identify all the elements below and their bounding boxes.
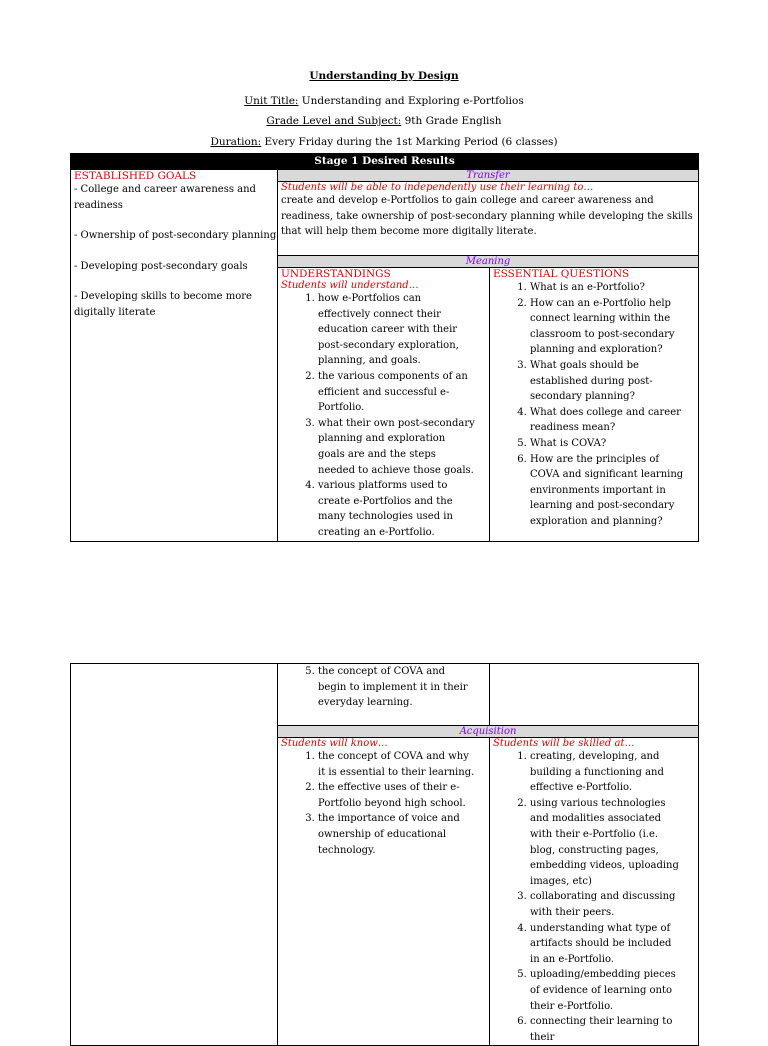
list-item: 2. the effective uses of their e-Portfolio beyond high school. <box>318 780 489 811</box>
list-item: 4. various platforms used to create e-Portfolios and the many technologies used in creating an e-Portfolio. <box>318 478 489 540</box>
acquisition-band: Acquisition <box>278 726 699 738</box>
list-item: 1. creating, developing, and building a functioning and effective e-Portfolio. <box>530 749 698 796</box>
transfer-band: Transfer <box>278 170 699 182</box>
unit-title-value: Understanding and Exploring e-Portfolios <box>298 95 524 107</box>
list-item: 6. connecting their learning to their <box>530 1014 698 1045</box>
essential-questions-list <box>490 280 698 530</box>
unit-title-line <box>0 94 768 108</box>
grade-level-value: 9th Grade English <box>401 115 502 127</box>
list-item: 3. collaborating and discussing with their peers. <box>530 889 698 920</box>
transfer-prompt: Students will be able to independently use their learning to… <box>281 182 594 193</box>
goal-item: - College and career awareness and readiness <box>74 184 256 211</box>
know-prompt: Students will know… <box>281 738 388 749</box>
list-item: 1. What is an e-Portfolio? <box>530 280 698 296</box>
goals-continued-cell <box>71 664 278 1046</box>
essential-questions-continued-cell <box>490 664 699 726</box>
understandings-continued-cell <box>278 664 490 726</box>
list-item: 4. What does college and career readiness mean? <box>530 405 698 436</box>
essential-questions-heading: ESSENTIAL QUESTIONS <box>493 268 630 280</box>
list-item: 2. the various components of an efficient and successful e-Portfolio. <box>318 369 489 416</box>
unit-title-label: Unit Title: <box>244 95 299 107</box>
list-item: 2. using various technologies and modalities associated with their e-Portfolio (i.e. blog, constructing pages, embedding videos, uploading images, etc) <box>530 796 698 890</box>
grade-level-label: Grade Level and Subject: <box>266 115 402 127</box>
students-skilled-at-cell <box>490 738 699 1046</box>
goal-item: - Developing post-secondary goals <box>74 260 248 272</box>
document-title-text: Understanding by Design <box>309 70 459 82</box>
list-item: 4. understanding what type of artifacts should be included in an e-Portfolio. <box>530 921 698 968</box>
transfer-cell <box>278 182 699 256</box>
document-title <box>0 69 768 83</box>
skilled-list <box>490 749 698 1045</box>
list-item: 1. the concept of COVA and why it is essential to their learning. <box>318 749 489 780</box>
stage1-heading: Stage 1 Desired Results <box>71 154 699 170</box>
established-goals-cell <box>71 170 278 542</box>
meaning-band: Meaning <box>278 256 699 268</box>
transfer-text: create and develop e-Portfolios to gain college and career awareness and readiness, take ownership of post-secondary planning while developing the skills that will help them become more digitally literate. <box>281 195 693 237</box>
list-item: 3. What goals should be established during post-secondary planning? <box>530 358 698 405</box>
understandings-heading: UNDERSTANDINGS <box>281 268 391 280</box>
goal-item: - Developing skills to become more digitally literate <box>74 291 252 318</box>
understandings-cell <box>278 268 490 542</box>
duration-value: Every Friday during the 1st Marking Period (6 classes) <box>261 136 558 148</box>
list-item: 2. How can an e-Portfolio help connect learning within the classroom to post-secondary planning and exploration? <box>530 296 698 358</box>
list-item: 6. How are the principles of COVA and significant learning environments important in learning and post-secondary exploration and planning? <box>530 452 698 530</box>
list-item: 5. the concept of COVA and begin to implement it in their everyday learning. <box>318 664 489 711</box>
list-item: 1. how e-Portfolios can effectively connect their education career with their post-secondary exploration, planning, and goals. <box>318 291 489 369</box>
understandings-prompt: Students will understand… <box>281 280 419 291</box>
list-item: 5. What is COVA? <box>530 436 698 452</box>
stage1-table <box>70 153 699 542</box>
established-goals-heading: ESTABLISHED GOALS <box>74 170 197 182</box>
duration-line <box>0 135 768 149</box>
grade-level-line <box>0 114 768 128</box>
stage1-continued-table <box>70 663 699 1046</box>
students-will-know-cell <box>278 738 490 1046</box>
understandings-continued-list <box>278 664 489 711</box>
duration-label: Duration: <box>210 136 262 148</box>
list-item: 3. what their own post-secondary planning and exploration goals are and the steps needed to achieve those goals. <box>318 416 489 478</box>
list-item: 3. the importance of voice and ownership of educational technology. <box>318 811 489 858</box>
list-item: 5. uploading/embedding pieces of evidence of learning onto their e-Portfolio. <box>530 967 698 1014</box>
understandings-list <box>278 291 489 541</box>
know-list <box>278 749 489 858</box>
essential-questions-cell <box>490 268 699 542</box>
goal-item: - Ownership of post-secondary planning <box>74 230 277 241</box>
skilled-prompt: Students will be skilled at… <box>493 738 635 749</box>
